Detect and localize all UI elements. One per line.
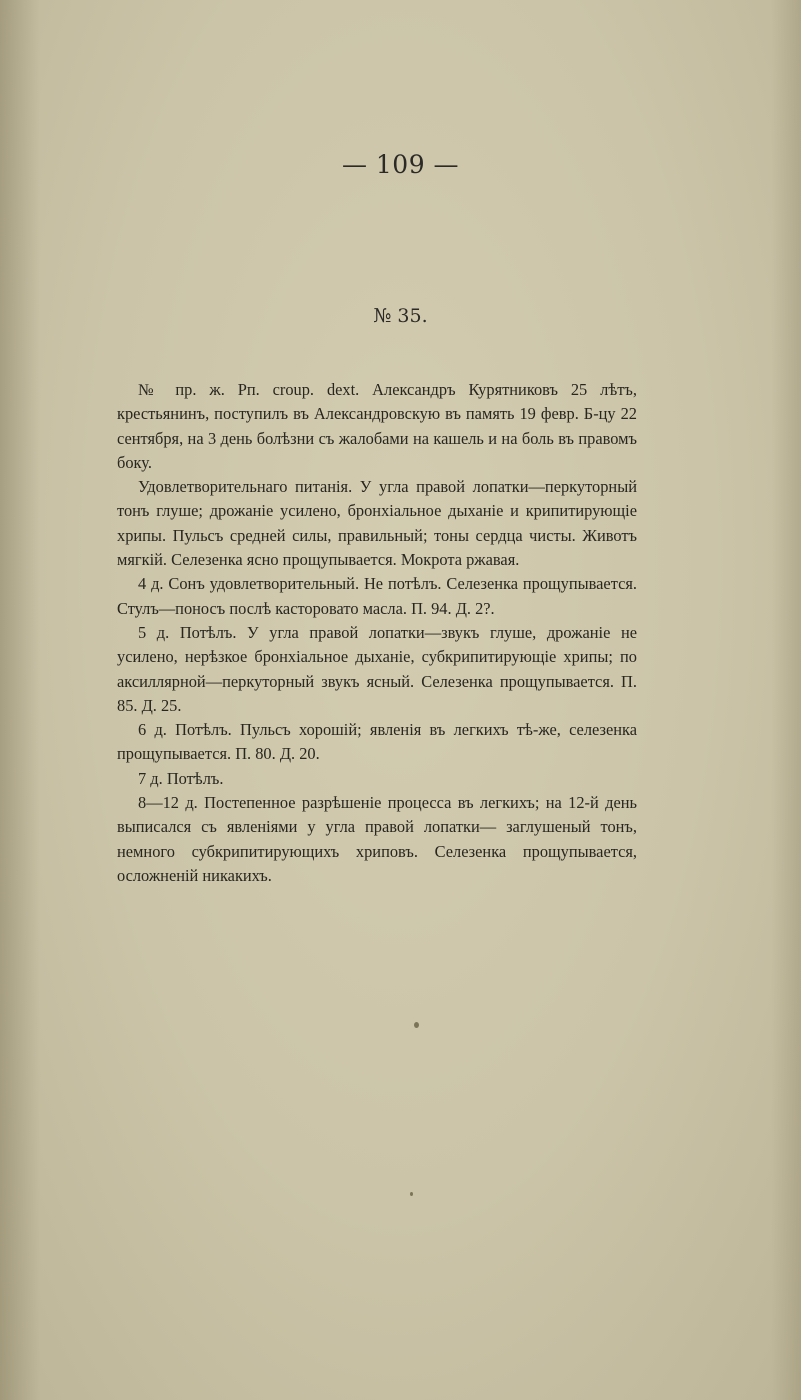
paper-speck <box>410 1192 413 1196</box>
paragraph-admission: № пр. ж. Рп. croup. dext. Александръ Курятниковъ 25 лѣтъ, крестьянинъ, поступилъ въ Александровскую въ память 19 февр. Б-цу 22 сентября, на 3 день болѣзни съ жалобами на кашель и на боль въ правомъ боку. <box>117 380 637 472</box>
paragraph-status: Удовлетворительнаго питанія. У угла правой лопатки—перкуторный тонъ глуше; дрожаніе усилено, бронхіальное дыханіе и крипитирующіе хрипы. Пульсъ средней силы, правильный; тоны сердца чисты. Животъ мягкій. Селезенка ясно прощупывается. Мокрота ржавая. <box>117 477 637 570</box>
page-edge-shadow-left <box>0 0 40 1400</box>
paragraph-day-4: 4 д. Сонъ удовлетворительный. Не потѣлъ. Селезенка прощупывается. Стулъ—поносъ послѣ касторовато масла. П. 94. Д. 2?. <box>117 574 637 618</box>
paragraph-days-8-12: 8—12 д. Постепенное разрѣшеніе процесса въ легкихъ; на 12-й день выписался съ явленіями у угла правой лопатки— заглушеный тонъ, немного субкрипитирующихъ хриповъ. Селезенка прощупывается, осложненій никакихъ. <box>117 793 637 885</box>
paper-speck <box>414 1022 419 1028</box>
page-number: — 109 — <box>341 150 460 179</box>
page-edge-shadow-right <box>771 0 801 1400</box>
paragraph-day-5: 5 д. Потѣлъ. У угла правой лопатки—звукъ глуше, дрожаніе не усилено, нерѣзкое бронхіальное дыханіе, субкрипитирующіе хрипы; по аксиллярной—перкуторный звукъ ясный. Селезенка прощупывается. П. 85. Д. 25. <box>117 622 637 715</box>
case-number-heading: № 35. <box>373 305 428 327</box>
paragraph-day-6: 6 д. Потѣлъ. Пульсъ хорошій; явленія въ легкихъ тѣ-же, селезенка прощупывается. П. 80. Д. 20. <box>117 720 637 764</box>
paragraph-day-7: 7 д. Потѣлъ. <box>138 768 224 788</box>
case-report-text <box>117 378 637 888</box>
